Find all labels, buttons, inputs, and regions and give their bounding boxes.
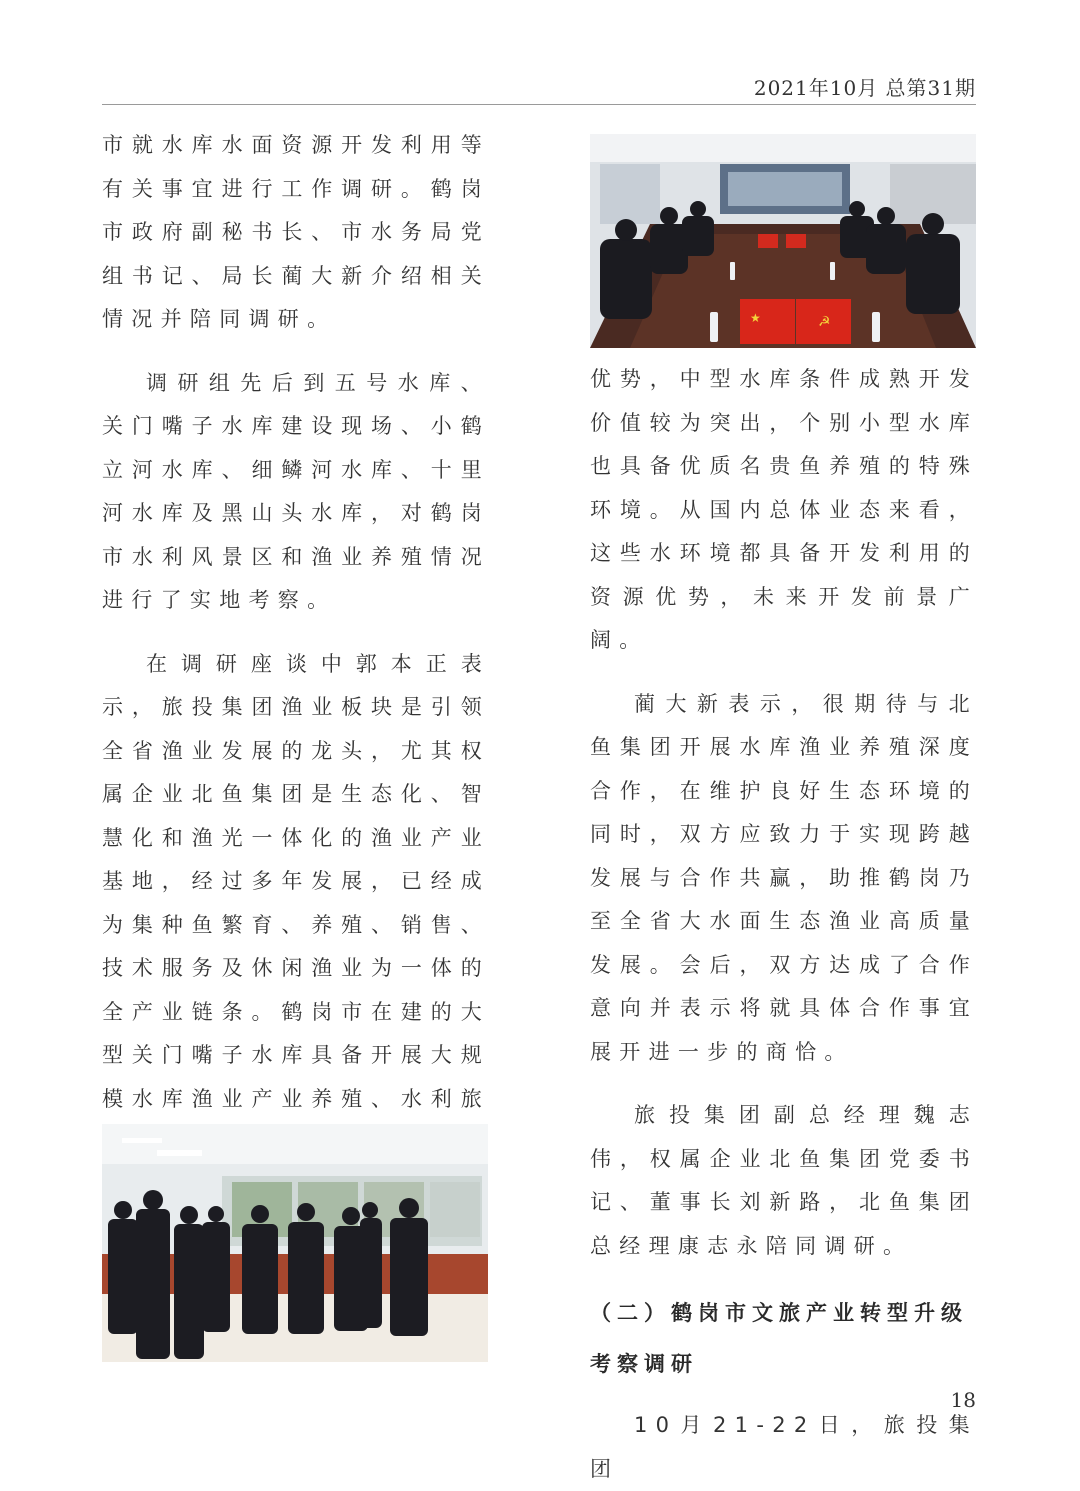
page-number: 18 bbox=[950, 1388, 976, 1412]
paragraph: 优势，中型水库条件成熟开发价值较为突出，个别小型水库也具备优质名贵鱼养殖的特殊环境。从国内总体业态来看，这些水环境都具备开发利用的资源优势，未来开发前景广阔。 bbox=[590, 367, 978, 652]
svg-text:★: ★ bbox=[750, 311, 761, 325]
page-header bbox=[102, 72, 976, 105]
paragraph: 10月21-22日，旅投集团 bbox=[590, 1413, 978, 1481]
paragraph: 在调研座谈中郭本正表示，旅投集团渔业板块是引领全省渔业发展的龙头，尤其权属企业北鱼集团是生态化、智慧化和渔光一体化的渔业产业基地，经过多年发展，已经成为集种鱼繁育、养殖、销售、技术服务及休闲渔业为一体的全产业链条。鹤岗市在建的大型关门嘴子水库具备开展大规模水库渔业产业养殖、水利旅 bbox=[102, 651, 490, 1111]
left-column bbox=[102, 124, 490, 1165]
section-title: （二）鹤岗市文旅产业转型升级考察调研 bbox=[590, 1301, 968, 1376]
paragraph: 调研组先后到五号水库、关门嘴子水库建设现场、小鹤立河水库、细鳞河水库、十里河水库及黑山头水库，对鹤岗市水利风景区和渔业养殖情况进行了实地考察。 bbox=[102, 370, 490, 612]
meeting-photo bbox=[590, 134, 976, 348]
svg-text:☭: ☭ bbox=[818, 314, 831, 330]
issue-label: 2021年10月 总第31期 bbox=[753, 76, 976, 100]
paragraph: 市就水库水面资源开发利用等有关事宜进行工作调研。鹤岗市政府副秘书长、市水务局党组书记、局长蔺大新介绍相关情况并陪同调研。 bbox=[102, 133, 490, 331]
right-column bbox=[590, 358, 978, 1491]
paragraph: 旅投集团副总经理魏志伟，权属企业北鱼集团党委书记、董事长刘新路，北鱼集团总经理康志永陪同调研。 bbox=[590, 1103, 978, 1258]
paragraph: 蔺大新表示，很期待与北鱼集团开展水库渔业养殖深度合作，在维护良好生态环境的同时，双方应致力于实现跨越发展与合作共赢，助推鹤岗乃至全省大水面生态渔业高质量发展。会后，双方达成了合作意向并表示将就具体合作事宜展开进一步的商恰。 bbox=[590, 691, 978, 1064]
inspection-photo bbox=[102, 1124, 488, 1362]
